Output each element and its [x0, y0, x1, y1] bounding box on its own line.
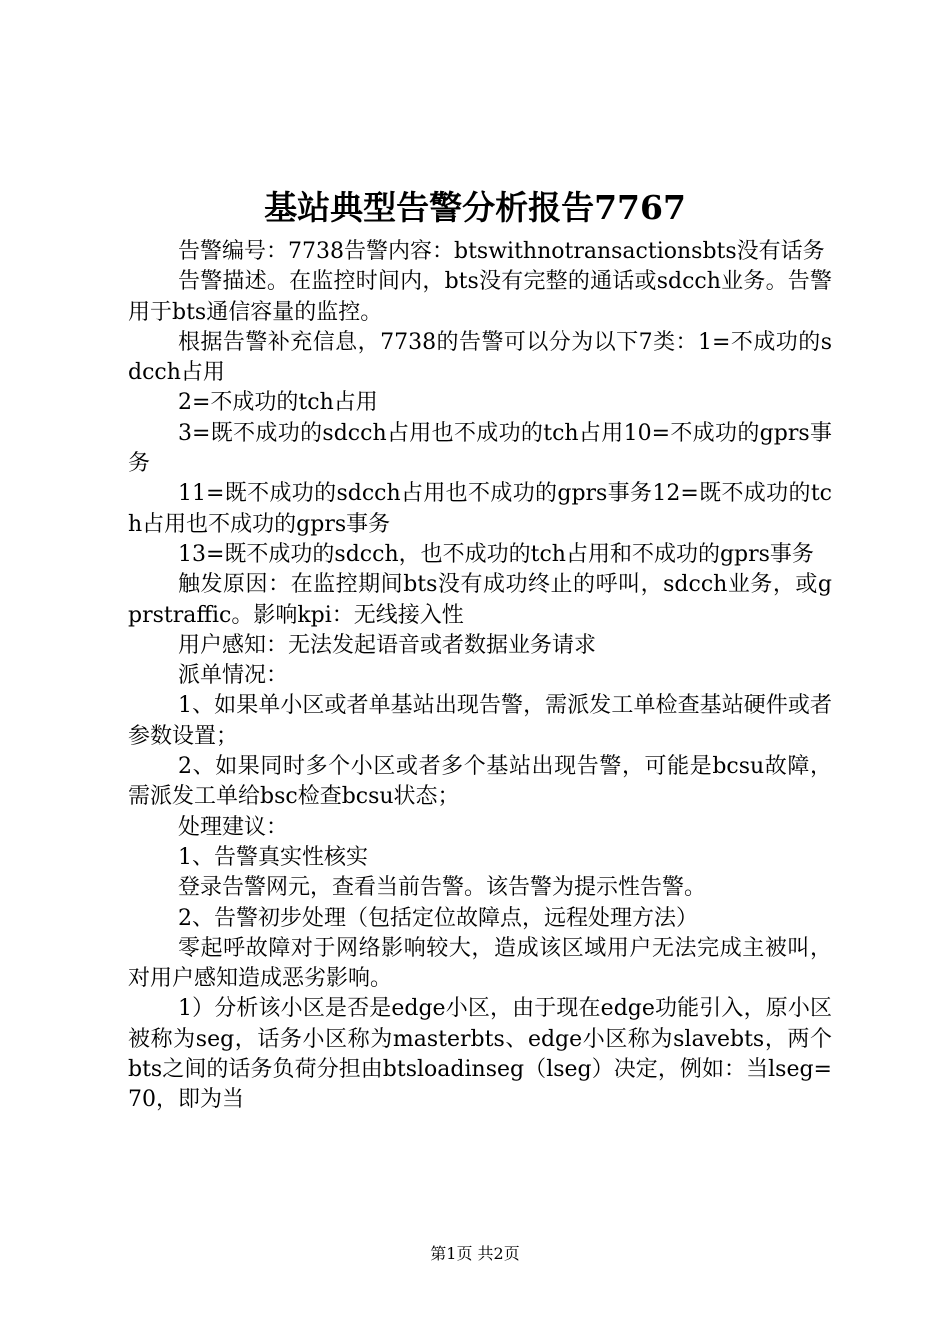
- paragraph: 1）分析该小区是否是edge小区，由于现在edge功能引入，原小区被称为seg，话务小区称为masterbts、edge小区称为slavebts，两个bts之间的话务负荷分担由btsloadinseg（lseg）决定，例如：当lseg=70，即为当: [128, 996, 832, 1113]
- paragraph: 2、告警初步处理（包括定位故障点，远程处理方法）: [178, 905, 698, 931]
- paragraph: 13=既不成功的sdcch，也不成功的tch占用和不成功的gprs事务: [178, 541, 814, 567]
- paragraph: 告警描述。在监控时间内，bts没有完整的通话或sdcch业务。告警用于bts通信容量的监控。: [128, 269, 832, 325]
- paragraph: 处理建议：: [178, 814, 289, 840]
- paragraph: 2=不成功的tch占用: [178, 390, 378, 416]
- paragraph: 1、如果单小区或者单基站出现告警，需派发工单检查基站硬件或者参数设置；: [128, 693, 832, 749]
- paragraph: 触发原因：在监控期间bts没有成功终止的呼叫，sdcch业务，或gprstraffic。影响kpi：无线接入性: [128, 572, 832, 628]
- paragraph: 登录告警网元，查看当前告警。该告警为提示性告警。: [178, 875, 707, 901]
- page-footer: 第1页 共2页: [430, 1244, 520, 1263]
- document-body: [128, 237, 832, 1116]
- paragraph: 11=既不成功的sdcch占用也不成功的gprs事务12=既不成功的tch占用也不成功的gprs事务: [128, 481, 832, 537]
- paragraph: 零起呼故障对于网络影响较大，造成该区域用户无法完成主被叫，对用户感知造成恶劣影响。: [128, 935, 832, 992]
- paragraph: 3=既不成功的sdcch占用也不成功的tch占用10=不成功的gprs事务: [128, 420, 832, 477]
- paragraph: 告警编号：7738告警内容：btswithnotransactionsbts没有话务: [178, 239, 825, 264]
- paragraph: 派单情况：: [178, 663, 289, 689]
- paragraph: 1、告警真实性核实: [178, 844, 368, 870]
- paragraph: 2、如果同时多个小区或者多个基站出现告警，可能是bcsu故障，需派发工单给bsc检查bcsu状态；: [128, 754, 832, 810]
- document-title: 基站典型告警分析报告7767: [264, 188, 686, 227]
- paragraph: 根据告警补充信息，7738的告警可以分为以下7类：1=不成功的sdcch占用: [128, 329, 832, 386]
- paragraph: 用户感知：无法发起语音或者数据业务请求: [178, 632, 597, 658]
